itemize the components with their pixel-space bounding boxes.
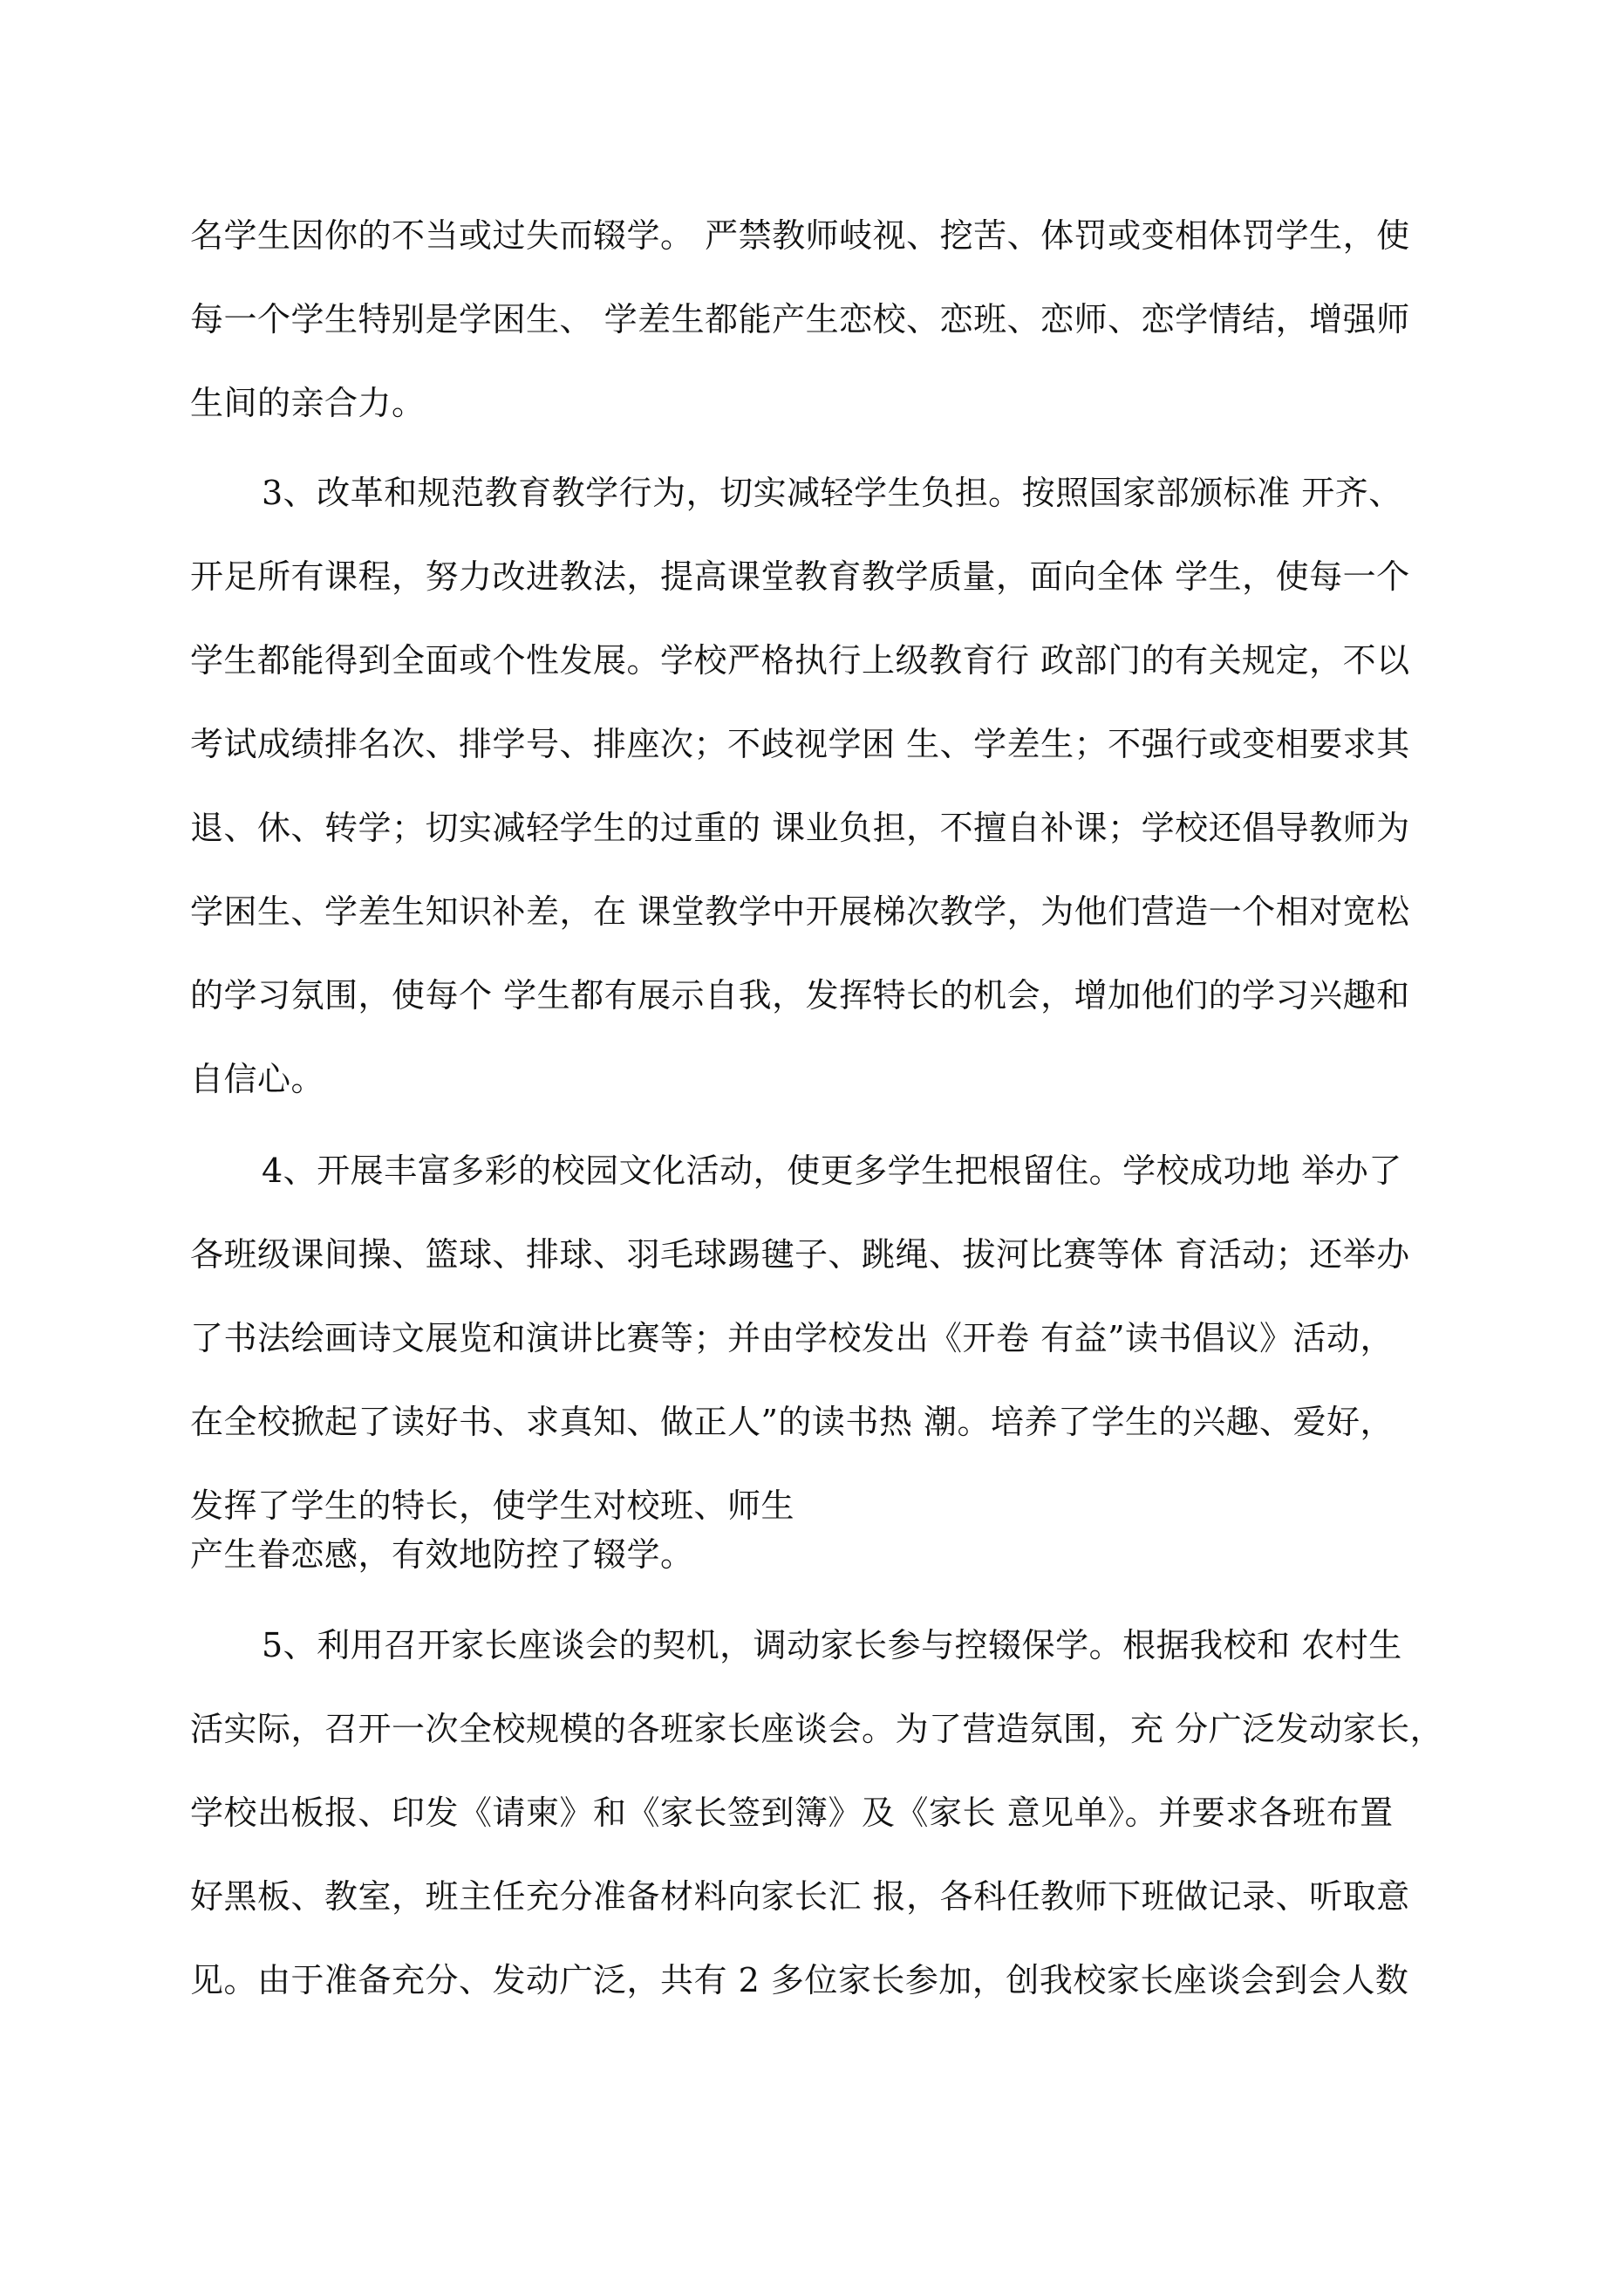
- text-line: 学困生、学差生知识补差，在 课堂教学中开展梯次教学，为他们营造一个相对宽松: [190, 892, 1410, 931]
- text-line: 退、休、转学；切实减轻学生的过重的 课业负担，不擅自补课；学校还倡导教师为: [190, 809, 1410, 847]
- text-line: 见。由于准备充分、发动广泛，共有 2 多位家长参加，创我校家长座谈会到会人数: [190, 1961, 1409, 1999]
- text-line: 产生眷恋感，有效地防控了辍学。: [190, 1535, 694, 1574]
- text-line: 自信心。: [190, 1060, 325, 1098]
- text-line: 名学生因你的不当或过失而辍学。 严禁教师岐视、挖苦、体罚或变相体罚学生，使: [190, 216, 1410, 255]
- paragraph-3-start: 3、改革和规范教育教学行为，切实减轻学生负担。按照国家部颁标准 开齐、: [262, 474, 1402, 512]
- text-line: 学校出板报、印发《请柬》和《家长签到簿》及《家长 意见单》。并要求各班布置: [190, 1794, 1394, 1832]
- text-line: 开足所有课程，努力改进教法，提高课堂教育教学质量，面向全体 学生，使每一个: [190, 557, 1410, 596]
- text-line: 好黑板、教室，班主任充分准备材料向家长汇 报，各科任教师下班做记录、听取意: [190, 1877, 1410, 1916]
- paragraph-5-start: 5、利用召开家长座谈会的契机，调动家长参与控辍保学。根据我校和 农村生: [262, 1626, 1402, 1664]
- text-line: 考试成绩排名次、排学号、排座次；不歧视学困 生、学差生；不强行或变相要求其: [190, 725, 1410, 763]
- text-line: 发挥了学生的特长，使学生对校班、师生: [190, 1486, 795, 1525]
- text-line: 了书法绘画诗文展览和演讲比赛等；并由学校发出《开卷 有益”读书倡议》活动，: [190, 1319, 1395, 1357]
- text-line: 活实际，召开一次全校规模的各班家长座谈会。为了营造氛围，充 分广泛发动家长，: [190, 1710, 1444, 1748]
- text-line: 的学习氛围，使每个 学生都有展示自我，发挥特长的机会，增加他们的学习兴趣和: [190, 976, 1410, 1015]
- text-line: 生间的亲合力。: [190, 384, 426, 422]
- text-line: 各班级课间操、篮球、排球、羽毛球踢毽子、跳绳、拔河比赛等体 育活动；还举办: [190, 1235, 1410, 1274]
- text-line: 学生都能得到全面或个性发展。学校严格执行上级教育行 政部门的有关规定，不以: [190, 641, 1410, 680]
- paragraph-4-start: 4、开展丰富多彩的校园文化活动，使更多学生把根留住。学校成功地 举办了: [262, 1151, 1402, 1190]
- text-line: 每一个学生特别是学困生、 学差生都能产生恋校、恋班、恋师、恋学情结，增强师: [190, 300, 1410, 338]
- text-line: 在全校掀起了读好书、求真知、做正人”的读书热 潮。培养了学生的兴趣、爱好，: [190, 1403, 1395, 1441]
